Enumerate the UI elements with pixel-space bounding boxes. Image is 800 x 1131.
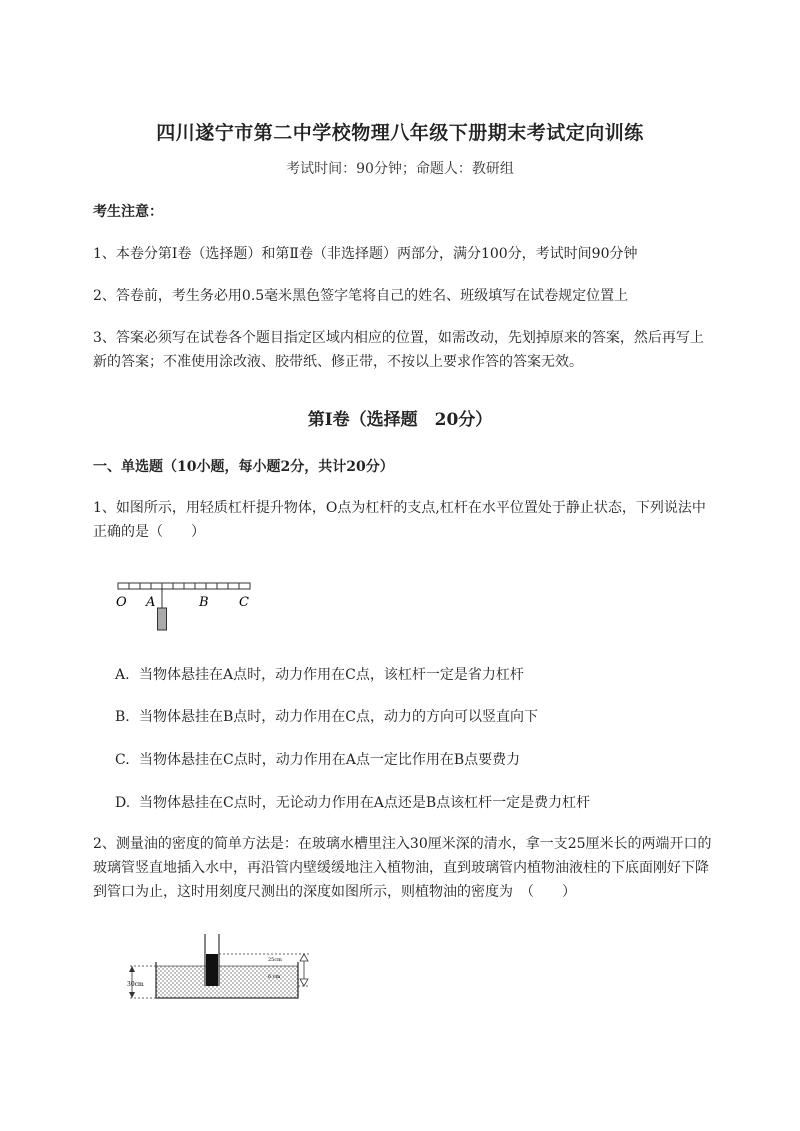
option-d[interactable] bbox=[115, 793, 590, 813]
page-title: 四川遂宁市第二中学校物理八年级下册期末考试定向训练 bbox=[156, 122, 644, 144]
label-a: A bbox=[146, 595, 156, 610]
depth-label: 30cm bbox=[127, 981, 144, 988]
depth-arrow-head-down bbox=[129, 992, 135, 998]
notice-item-2: 2、答卷前，考生务必用0.5毫米黑色签字笔将自己的姓名、班级填写在试卷规定位置上 bbox=[93, 288, 629, 304]
option-letter: D. bbox=[115, 795, 131, 811]
option-text: 当物体悬挂在C点时，无论动力作用在A点还是B点该杠杆一定是费力杠杆 bbox=[139, 795, 591, 811]
oil-density-figure bbox=[118, 928, 328, 1000]
depth-arrow-head-up bbox=[129, 966, 135, 972]
question-2-stem: 2、测量油的密度的简单方法是：在玻璃水槽里注入30厘米深的清水，拿一支25厘米长的两端开口的玻璃管竖直地插入水中，再沿管内壁缓缓地注入植物油，直到玻璃管内植物油液柱的下底面刚好下降到管口为止，这时用刻度尺测出的深度如图所示，则植物油的密度为 （ ） bbox=[93, 836, 712, 900]
notice-heading: 考生注意： bbox=[93, 204, 163, 220]
label-o: O bbox=[116, 595, 127, 610]
page-subtitle: 考试时间：90分钟；命题人：教研组 bbox=[286, 161, 514, 177]
option-b[interactable] bbox=[115, 707, 538, 727]
difference-arrow-head-down bbox=[300, 979, 308, 986]
water bbox=[156, 966, 298, 998]
part-heading: 一、单选题（10小题，每小题2分，共计20分） bbox=[93, 459, 394, 475]
notice-item-1: 1、本卷分第I卷（选择题）和第Ⅱ卷（非选择题）两部分，满分100分，考试时间90分钟 bbox=[93, 246, 638, 262]
option-letter: C. bbox=[115, 752, 130, 768]
option-a[interactable] bbox=[115, 665, 524, 685]
difference-label: 6 cm bbox=[268, 974, 281, 980]
hanging-weight bbox=[158, 608, 167, 630]
oil-column bbox=[206, 954, 218, 986]
label-c: C bbox=[239, 595, 249, 610]
question-1-stem: 1、如图所示，用轻质杠杆提升物体，O点为杠杆的支点,杠杆在水平位置处于静止状态，下列说法中正确的是（ ） bbox=[93, 500, 706, 540]
option-letter: A. bbox=[115, 667, 130, 683]
option-text: 当物体悬挂在B点时，动力作用在C点，动力的方向可以竖直向下 bbox=[139, 709, 538, 725]
label-b: B bbox=[199, 595, 209, 610]
notice-item-3: 3、答案必须写在试卷各个题目指定区域内相应的位置，如需改动，先划掉原来的答案，然后再写上新的答案；不准使用涂改液、胶带纸、修正带，不按以上要求作答的答案无效。 bbox=[93, 330, 704, 370]
option-text: 当物体悬挂在A点时，动力作用在C点，该杠杆一定是省力杠杆 bbox=[139, 667, 524, 683]
section-title: 第I卷（选择题 20分） bbox=[307, 410, 493, 430]
option-letter: B. bbox=[115, 709, 130, 725]
difference-arrow-head-up bbox=[300, 954, 308, 961]
tube-length-label: 25cm bbox=[268, 957, 282, 963]
option-c[interactable] bbox=[115, 750, 520, 770]
lever-figure bbox=[110, 575, 260, 637]
option-text: 当物体悬挂在C点时，动力作用在A点一定比作用在B点要费力 bbox=[139, 752, 521, 768]
